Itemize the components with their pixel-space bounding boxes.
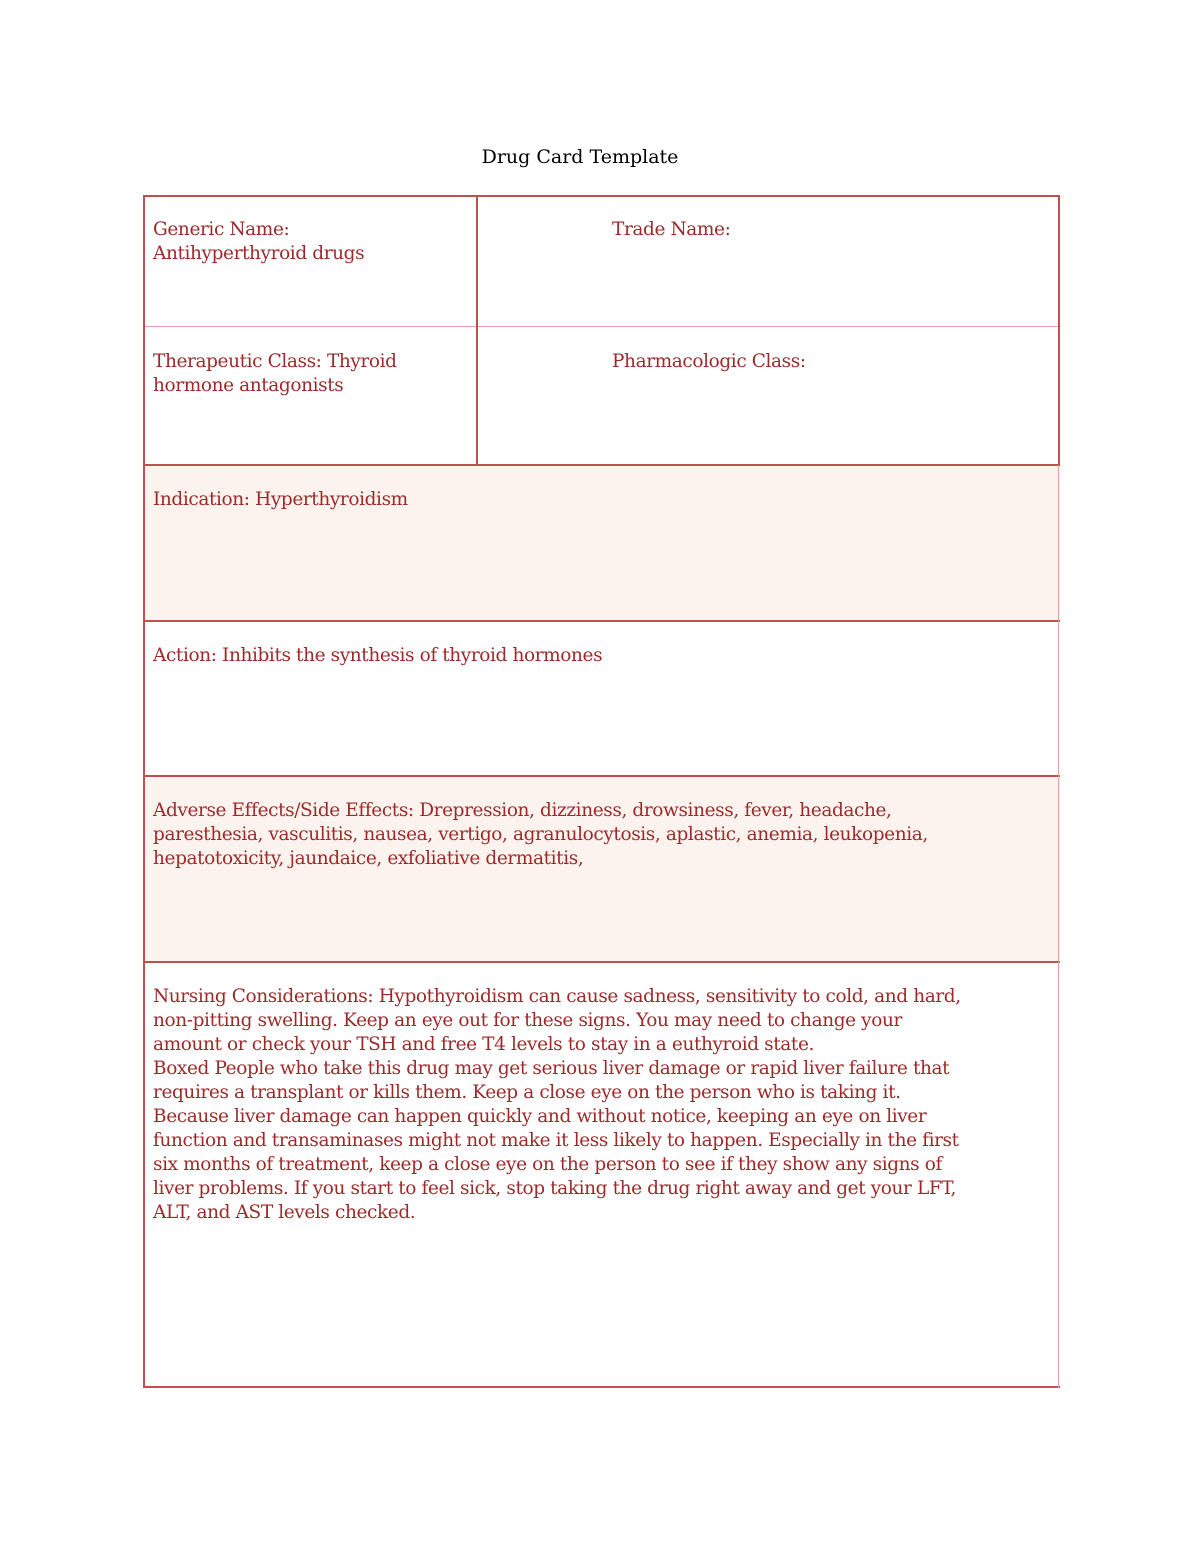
table-border-right-lower [1058,465,1059,1388]
page-title: Drug Card Template [481,146,679,168]
pharmacologic-class-label: Pharmacologic Class: [612,351,806,372]
adverse-effects-line: paresthesia, vasculitis, nausea, vertigo, agranulocytosis, aplastic, anemia, leukopenia, [153,824,928,845]
nursing-line: liver problems. If you start to feel sick, stop taking the drug right away and get your LFT, [153,1178,956,1199]
table-border-bottom [143,1386,1060,1388]
trade-name-label: Trade Name: [612,219,731,240]
nursing-line: Because liver damage can happen quickly and without notice, keeping an eye on liver [153,1106,927,1127]
action-cell [143,621,1060,776]
table-border-left [143,195,145,1388]
generic-name-cell [143,195,477,326]
indication-cell [143,465,1060,621]
pharmacologic-class-cell [477,326,1060,465]
row-divider [143,464,1060,466]
trade-name-cell [477,195,1060,326]
row-divider [143,775,1060,777]
therapeutic-class-line: hormone antagonists [153,375,344,396]
indication-text: Indication: Hyperthyroidism [153,489,408,510]
generic-name-label: Generic Name: [153,219,290,240]
row-divider [143,326,1060,327]
generic-name-value: Antihyperthyroid drugs [153,243,365,264]
therapeutic-class-line: Therapeutic Class: Thyroid [153,351,397,372]
drug-card-table [143,195,1060,1388]
nursing-line: Boxed People who take this drug may get serious liver damage or rapid liver failure that [153,1058,950,1079]
nursing-considerations-cell [143,962,1060,1388]
nursing-line: Nursing Considerations: Hypothyroidism can cause sadness, sensitivity to cold, and hard, [153,986,961,1007]
row-divider [143,620,1060,622]
nursing-line: function and transaminases might not make it less likely to happen. Especially in the first [153,1130,959,1151]
adverse-effects-line: hepatotoxicity, jaundaice, exfoliative dermatitis, [153,848,584,869]
adverse-effects-cell [143,776,1060,962]
action-text: Action: Inhibits the synthesis of thyroid hormones [153,645,603,666]
therapeutic-class-cell [143,326,477,465]
adverse-effects-line: Adverse Effects/Side Effects: Drepression, dizziness, drowsiness, fever, headache, [153,800,892,821]
table-border-right [1058,195,1060,465]
nursing-line: amount or check your TSH and free T4 levels to stay in a euthyroid state. [153,1034,815,1055]
nursing-line: requires a transplant or kills them. Keep a close eye on the person who is taking it. [153,1082,901,1103]
nursing-line: non-pitting swelling. Keep an eye out for these signs. You may need to change your [153,1010,902,1031]
nursing-line: six months of treatment, keep a close eye on the person to see if they show any signs of [153,1154,942,1175]
table-border-top [143,195,1060,197]
column-divider [476,195,478,465]
nursing-line: ALT, and AST levels checked. [153,1202,416,1223]
row-divider [143,961,1060,963]
